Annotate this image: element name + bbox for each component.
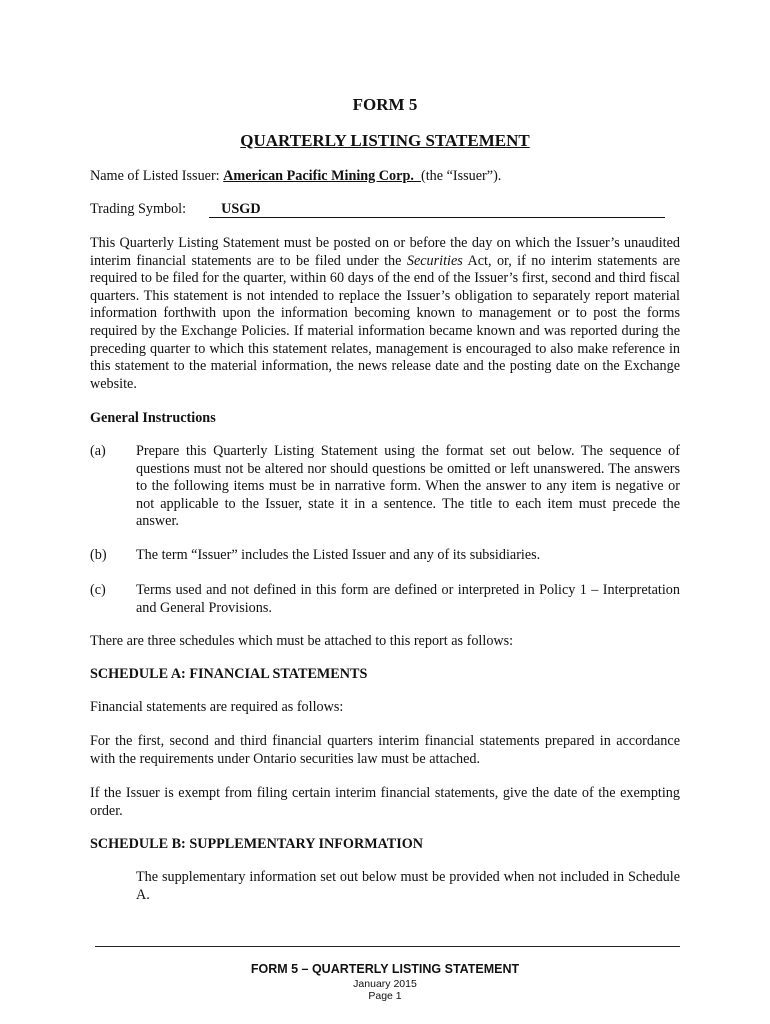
instruction-item-c bbox=[90, 582, 680, 617]
schedule-a-p1: Financial statements are required as follows: bbox=[90, 699, 344, 715]
trading-symbol-value: USGD bbox=[209, 202, 665, 218]
footer-page-number: Page 1 bbox=[368, 990, 402, 1002]
footer-title: FORM 5 – QUARTERLY LISTING STATEMENT bbox=[250, 962, 520, 976]
trading-symbol-label: Trading Symbol: bbox=[90, 201, 187, 217]
schedule-b-p1: The supplementary information set out below must be provided when not included in Schedule A. bbox=[136, 869, 680, 903]
general-instructions-heading: General Instructions bbox=[90, 410, 216, 426]
instruction-text: Terms used and not defined in this form are defined or interpreted in Policy 1 – Interpretation and General Provisions. bbox=[136, 582, 680, 616]
issuer-label: Name of Listed Issuer: bbox=[90, 168, 220, 184]
schedule-a-heading: SCHEDULE A: FINANCIAL STATEMENTS bbox=[90, 666, 368, 682]
instruction-label: (c) bbox=[90, 582, 106, 598]
footer-date: January 2015 bbox=[353, 978, 417, 990]
schedules-intro: There are three schedules which must be attached to this report as follows: bbox=[90, 633, 514, 649]
trading-symbol-line bbox=[90, 201, 680, 219]
instruction-label: (b) bbox=[90, 547, 107, 563]
schedule-a-p3: If the Issuer is exempt from filing certain interim financial statements, give the date of the exempting order. bbox=[90, 785, 680, 819]
issuer-line bbox=[90, 168, 680, 186]
intro-text-before: This Quarterly Listing Statement must be posted on or before the day on which the Issuer’s unaudited interim financial statements are to be filed under the bbox=[90, 235, 680, 269]
form-number: FORM 5 bbox=[352, 95, 418, 114]
schedule-b-heading: SCHEDULE B: SUPPLEMENTARY INFORMATION bbox=[90, 836, 424, 852]
issuer-suffix: (the “Issuer”). bbox=[420, 168, 502, 184]
instruction-text: Prepare this Quarterly Listing Statement using the format set out below. The sequence of questions must not be altered nor should questions be omitted or left unanswered. The answers to the following items must be in narrative form. When the answer to any item is negative or not applicable to the Issuer, state it in a sentence. The title to each item must precede the answer. bbox=[136, 443, 680, 530]
instruction-item-b bbox=[90, 547, 680, 565]
document-title: QUARTERLY LISTING STATEMENT bbox=[240, 131, 530, 150]
intro-italic: Securities bbox=[406, 252, 463, 269]
footer-divider bbox=[95, 946, 680, 947]
instruction-text: The term “Issuer” includes the Listed Issuer and any of its subsidiaries. bbox=[136, 547, 541, 563]
instruction-label: (a) bbox=[90, 443, 106, 459]
issuer-name: American Pacific Mining Corp. bbox=[223, 168, 414, 184]
intro-text-after: Act, or, if no interim statements are required to be filed for the quarter, within 60 days of the end of the Issuer’s first, second and third fiscal quarters. This statement is not intended to replace the Issuer’s obligation to separately report material information forthwith upon the information becoming known to management or to post the forms required by the Exchange Policies. If material information became known and was reported during the preceding quarter to which this statement relates, management is encouraged to also make reference in this statement to the material information, the news release date and the posting date on the Exchange website. bbox=[90, 252, 680, 392]
instruction-item-a bbox=[90, 443, 680, 531]
schedule-a-p2: For the first, second and third financial quarters interim financial statements prepared in accordance with the requirements under Ontario securities law must be attached. bbox=[90, 733, 680, 767]
intro-paragraph bbox=[90, 235, 680, 393]
